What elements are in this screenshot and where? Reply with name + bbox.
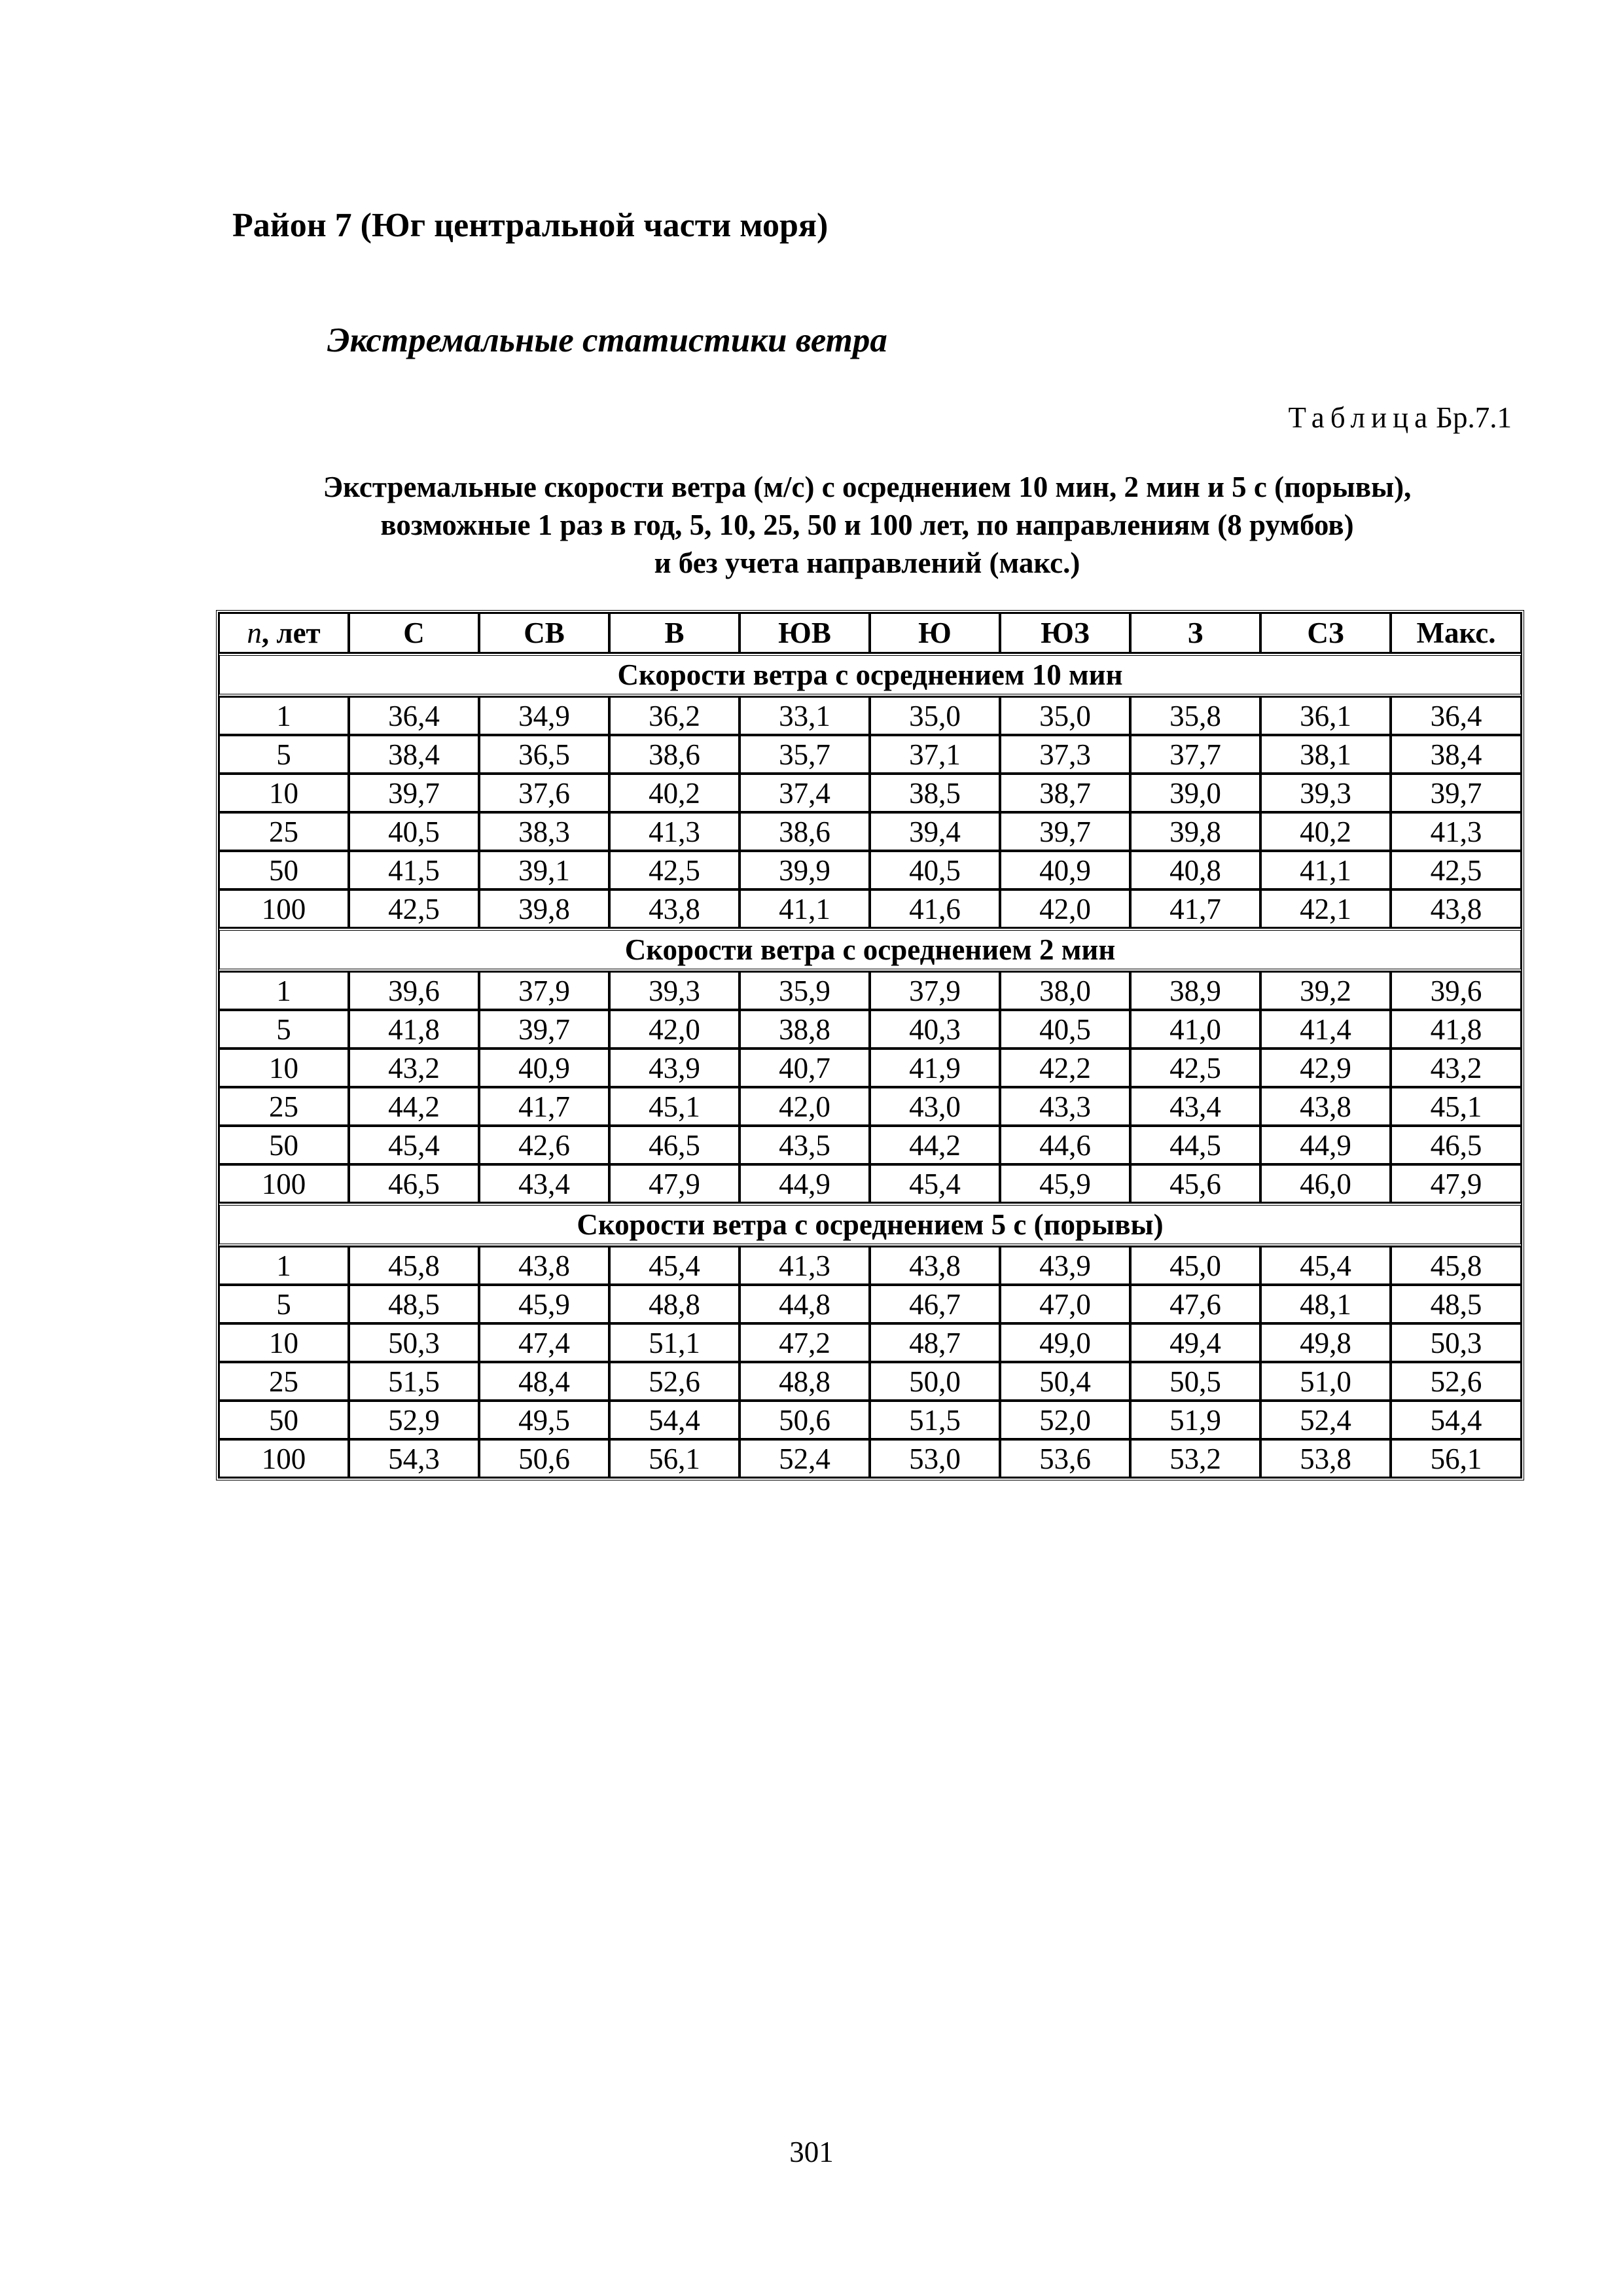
wind-speed-cell: 50,0: [870, 1362, 1000, 1401]
wind-speed-cell: 43,0: [870, 1087, 1000, 1126]
table-row: [219, 971, 1522, 1010]
wind-speed-cell: 41,0: [1130, 1010, 1260, 1049]
wind-speed-cell: 38,6: [609, 735, 740, 774]
wind-speed-cell: 56,1: [1391, 1439, 1522, 1478]
wind-speed-cell: 36,4: [1391, 696, 1522, 735]
wind-speed-cell: 42,0: [609, 1010, 740, 1049]
wind-speed-cell: 53,0: [870, 1439, 1000, 1478]
wind-speed-cell: 47,9: [1391, 1164, 1522, 1203]
wind-speed-cell: 48,5: [349, 1285, 479, 1323]
wind-speed-cell: 41,6: [870, 889, 1000, 928]
wind-speed-cell: 37,7: [1130, 735, 1260, 774]
wind-speed-cell: 36,2: [609, 696, 740, 735]
wind-speed-cell: 39,7: [479, 1010, 609, 1049]
wind-speed-cell: 38,4: [1391, 735, 1522, 774]
wind-speed-cell: 40,2: [609, 774, 740, 812]
wind-speed-cell: 37,9: [870, 971, 1000, 1010]
wind-speed-cell: 51,9: [1130, 1401, 1260, 1439]
wind-speed-cell: 36,1: [1260, 696, 1391, 735]
column-header-s-direction: Ю: [870, 613, 1000, 653]
wind-speed-cell: 40,5: [870, 851, 1000, 889]
wind-speed-cell: 49,5: [479, 1401, 609, 1439]
table-body: [219, 653, 1522, 1478]
wind-speed-cell: 39,4: [870, 812, 1000, 851]
wind-speed-cell: 45,8: [349, 1246, 479, 1285]
wind-speed-cell: 45,0: [1130, 1246, 1260, 1285]
wind-speed-cell: 49,8: [1260, 1323, 1391, 1362]
wind-speed-cell: 40,5: [1000, 1010, 1130, 1049]
return-period-cell: 50: [219, 1401, 349, 1439]
wind-speed-cell: 43,2: [349, 1049, 479, 1087]
wind-speed-cell: 44,5: [1130, 1126, 1260, 1164]
wind-speed-cell: 41,1: [740, 889, 870, 928]
table-row: [219, 1087, 1522, 1126]
return-period-cell: 1: [219, 696, 349, 735]
subsection-heading: Экстремальные статистики ветра: [327, 321, 887, 359]
wind-speed-cell: 39,2: [1260, 971, 1391, 1010]
wind-speed-cell: 45,4: [870, 1164, 1000, 1203]
wind-speed-cell: 39,7: [1000, 812, 1130, 851]
wind-speed-cell: 46,0: [1260, 1164, 1391, 1203]
wind-speed-cell: 47,2: [740, 1323, 870, 1362]
wind-speed-cell: 35,9: [740, 971, 870, 1010]
table-header-row: [219, 613, 1522, 653]
section-title: Скорости ветра с осреднением 2 мин: [219, 928, 1522, 971]
table-row: [219, 889, 1522, 928]
wind-speed-cell: 45,8: [1391, 1246, 1522, 1285]
wind-speed-cell: 37,4: [740, 774, 870, 812]
section-title: Скорости ветра с осреднением 10 мин: [219, 653, 1522, 696]
wind-speed-cell: 39,3: [609, 971, 740, 1010]
section-header-row: [219, 1203, 1522, 1246]
wind-speed-cell: 48,1: [1260, 1285, 1391, 1323]
wind-speed-cell: 42,0: [1000, 889, 1130, 928]
section-header-row: [219, 653, 1522, 696]
wind-speed-cell: 39,9: [740, 851, 870, 889]
wind-speed-cell: 53,8: [1260, 1439, 1391, 1478]
wind-speed-cell: 46,7: [870, 1285, 1000, 1323]
wind-speed-cell: 41,9: [870, 1049, 1000, 1087]
table-row: [219, 1362, 1522, 1401]
wind-speed-cell: 45,6: [1130, 1164, 1260, 1203]
wind-speed-cell: 48,7: [870, 1323, 1000, 1362]
wind-speed-cell: 48,4: [479, 1362, 609, 1401]
wind-speed-cell: 53,6: [1000, 1439, 1130, 1478]
wind-speed-cell: 44,9: [1260, 1126, 1391, 1164]
wind-speed-cell: 50,6: [740, 1401, 870, 1439]
section-title: Скорости ветра с осреднением 5 с (порывы): [219, 1203, 1522, 1246]
return-period-cell: 100: [219, 1164, 349, 1203]
column-header-n: n, лет: [219, 613, 349, 653]
wind-speed-cell: 42,9: [1260, 1049, 1391, 1087]
wind-speed-cell: 35,8: [1130, 696, 1260, 735]
wind-speed-cell: 38,8: [740, 1010, 870, 1049]
table-row: [219, 1401, 1522, 1439]
wind-speed-cell: 52,6: [609, 1362, 740, 1401]
wind-speed-cell: 51,1: [609, 1323, 740, 1362]
return-period-cell: 5: [219, 735, 349, 774]
return-period-cell: 10: [219, 774, 349, 812]
wind-speed-cell: 39,6: [349, 971, 479, 1010]
wind-speed-cell: 42,5: [609, 851, 740, 889]
wind-speed-cell: 38,4: [349, 735, 479, 774]
table-row: [219, 1323, 1522, 1362]
return-period-cell: 25: [219, 1362, 349, 1401]
wind-speed-cell: 45,1: [609, 1087, 740, 1126]
wind-speed-cell: 35,0: [1000, 696, 1130, 735]
table-row: [219, 1010, 1522, 1049]
wind-speed-cell: 33,1: [740, 696, 870, 735]
table-label-id: Бр.7.1: [1436, 401, 1512, 434]
wind-speed-cell: 40,9: [1000, 851, 1130, 889]
wind-speed-cell: 39,8: [1130, 812, 1260, 851]
wind-speed-cell: 43,4: [1130, 1087, 1260, 1126]
wind-speed-cell: 49,0: [1000, 1323, 1130, 1362]
wind-speed-cell: 34,9: [479, 696, 609, 735]
wind-speed-cell: 43,4: [479, 1164, 609, 1203]
wind-speed-cell: 41,3: [740, 1246, 870, 1285]
wind-speed-cell: 46,5: [349, 1164, 479, 1203]
wind-speed-cell: 41,1: [1260, 851, 1391, 889]
wind-speed-cell: 41,3: [609, 812, 740, 851]
wind-speed-cell: 42,0: [740, 1087, 870, 1126]
wind-speed-cell: 38,5: [870, 774, 1000, 812]
table-row: [219, 812, 1522, 851]
wind-speed-cell: 35,0: [870, 696, 1000, 735]
wind-speed-cell: 38,1: [1260, 735, 1391, 774]
wind-speed-cell: 42,1: [1260, 889, 1391, 928]
wind-speed-cell: 42,2: [1000, 1049, 1130, 1087]
wind-speed-cell: 38,7: [1000, 774, 1130, 812]
wind-speed-cell: 35,7: [740, 735, 870, 774]
wind-speed-cell: 45,9: [479, 1285, 609, 1323]
wind-speed-cell: 51,5: [870, 1401, 1000, 1439]
wind-speed-table: [216, 610, 1524, 1480]
return-period-cell: 25: [219, 1087, 349, 1126]
wind-speed-cell: 52,4: [740, 1439, 870, 1478]
wind-speed-cell: 37,9: [479, 971, 609, 1010]
wind-speed-cell: 39,0: [1130, 774, 1260, 812]
wind-speed-cell: 45,1: [1391, 1087, 1522, 1126]
wind-speed-cell: 52,9: [349, 1401, 479, 1439]
wind-speed-cell: 44,8: [740, 1285, 870, 1323]
wind-speed-cell: 37,3: [1000, 735, 1130, 774]
wind-speed-cell: 40,5: [349, 812, 479, 851]
table-row: [219, 774, 1522, 812]
wind-speed-cell: 43,8: [1260, 1087, 1391, 1126]
wind-speed-cell: 37,1: [870, 735, 1000, 774]
return-period-cell: 5: [219, 1010, 349, 1049]
caption-line: и без учета направлений (макс.): [654, 547, 1080, 579]
column-header-e-direction: В: [609, 613, 740, 653]
wind-speed-cell: 41,3: [1391, 812, 1522, 851]
return-period-cell: 10: [219, 1323, 349, 1362]
wind-speed-cell: 48,5: [1391, 1285, 1522, 1323]
table-row: [219, 1164, 1522, 1203]
wind-speed-cell: 45,4: [1260, 1246, 1391, 1285]
wind-speed-cell: 43,9: [1000, 1246, 1130, 1285]
wind-speed-cell: 38,6: [740, 812, 870, 851]
wind-speed-cell: 46,5: [1391, 1126, 1522, 1164]
wind-speed-cell: 43,2: [1391, 1049, 1522, 1087]
section-header-row: [219, 928, 1522, 971]
table-row: [219, 1246, 1522, 1285]
wind-speed-cell: 52,0: [1000, 1401, 1130, 1439]
wind-speed-cell: 53,2: [1130, 1439, 1260, 1478]
wind-speed-cell: 41,5: [349, 851, 479, 889]
wind-speed-cell: 50,5: [1130, 1362, 1260, 1401]
table-row: [219, 1049, 1522, 1087]
wind-speed-cell: 54,4: [609, 1401, 740, 1439]
wind-speed-cell: 41,4: [1260, 1010, 1391, 1049]
wind-speed-cell: 43,5: [740, 1126, 870, 1164]
wind-speed-cell: 50,3: [349, 1323, 479, 1362]
wind-speed-cell: 44,2: [349, 1087, 479, 1126]
column-header-se-direction: ЮВ: [740, 613, 870, 653]
wind-speed-cell: 41,8: [1391, 1010, 1522, 1049]
wind-speed-cell: 42,5: [1130, 1049, 1260, 1087]
wind-speed-cell: 40,2: [1260, 812, 1391, 851]
wind-speed-cell: 39,6: [1391, 971, 1522, 1010]
wind-speed-cell: 42,5: [349, 889, 479, 928]
column-header-n-direction: С: [349, 613, 479, 653]
wind-speed-cell: 45,4: [349, 1126, 479, 1164]
page-number: 301: [789, 2136, 834, 2168]
wind-speed-cell: 39,7: [349, 774, 479, 812]
table-label: [1288, 401, 1512, 435]
section-heading: Район 7 (Юг центральной части моря): [232, 207, 829, 244]
return-period-cell: 1: [219, 1246, 349, 1285]
table-row: [219, 696, 1522, 735]
wind-speed-cell: 50,6: [479, 1439, 609, 1478]
wind-speed-cell: 43,8: [609, 889, 740, 928]
wind-speed-cell: 54,4: [1391, 1401, 1522, 1439]
wind-speed-cell: 39,8: [479, 889, 609, 928]
return-period-cell: 1: [219, 971, 349, 1010]
wind-speed-cell: 39,7: [1391, 774, 1522, 812]
return-period-cell: 100: [219, 1439, 349, 1478]
column-header-sw-direction: ЮЗ: [1000, 613, 1130, 653]
wind-speed-cell: 41,7: [1130, 889, 1260, 928]
wind-speed-cell: 44,2: [870, 1126, 1000, 1164]
wind-speed-cell: 50,3: [1391, 1323, 1522, 1362]
caption-line: возможные 1 раз в год, 5, 10, 25, 50 и 100 лет, по направлениям (8 румбов): [380, 509, 1354, 541]
wind-speed-cell: 54,3: [349, 1439, 479, 1478]
wind-speed-cell: 50,4: [1000, 1362, 1130, 1401]
column-header-max: Макс.: [1391, 613, 1522, 653]
wind-speed-cell: 37,6: [479, 774, 609, 812]
table-row: [219, 851, 1522, 889]
wind-speed-cell: 39,1: [479, 851, 609, 889]
wind-speed-cell: 43,8: [870, 1246, 1000, 1285]
wind-speed-cell: 40,7: [740, 1049, 870, 1087]
table-label-word: Таблица: [1288, 401, 1434, 434]
wind-speed-cell: 44,9: [740, 1164, 870, 1203]
wind-speed-cell: 44,6: [1000, 1126, 1130, 1164]
wind-speed-cell: 42,5: [1391, 851, 1522, 889]
wind-speed-cell: 45,9: [1000, 1164, 1130, 1203]
wind-speed-cell: 36,5: [479, 735, 609, 774]
wind-speed-cell: 36,4: [349, 696, 479, 735]
wind-speed-cell: 43,8: [1391, 889, 1522, 928]
wind-speed-cell: 49,4: [1130, 1323, 1260, 1362]
return-period-cell: 5: [219, 1285, 349, 1323]
wind-speed-cell: 52,6: [1391, 1362, 1522, 1401]
wind-speed-cell: 47,6: [1130, 1285, 1260, 1323]
caption-line: Экстремальные скорости ветра (м/с) с осреднением 10 мин, 2 мин и 5 с (порывы),: [323, 471, 1412, 503]
wind-speed-cell: 45,4: [609, 1246, 740, 1285]
return-period-cell: 25: [219, 812, 349, 851]
wind-speed-cell: 43,3: [1000, 1087, 1130, 1126]
wind-speed-cell: 39,3: [1260, 774, 1391, 812]
wind-speed-cell: 41,7: [479, 1087, 609, 1126]
wind-speed-cell: 47,0: [1000, 1285, 1130, 1323]
wind-speed-cell: 41,8: [349, 1010, 479, 1049]
wind-speed-cell: 42,6: [479, 1126, 609, 1164]
wind-speed-cell: 43,8: [479, 1246, 609, 1285]
table-row: [219, 735, 1522, 774]
wind-speed-cell: 51,5: [349, 1362, 479, 1401]
wind-speed-cell: 43,9: [609, 1049, 740, 1087]
wind-speed-cell: 51,0: [1260, 1362, 1391, 1401]
wind-speed-cell: 48,8: [740, 1362, 870, 1401]
table-caption: [216, 468, 1518, 582]
wind-speed-cell: 46,5: [609, 1126, 740, 1164]
wind-speed-cell: 40,8: [1130, 851, 1260, 889]
column-header-w-direction: З: [1130, 613, 1260, 653]
wind-speed-cell: 56,1: [609, 1439, 740, 1478]
return-period-cell: 10: [219, 1049, 349, 1087]
table-row: [219, 1126, 1522, 1164]
wind-speed-cell: 47,9: [609, 1164, 740, 1203]
wind-speed-cell: 38,9: [1130, 971, 1260, 1010]
table-row: [219, 1439, 1522, 1478]
wind-speed-cell: 38,3: [479, 812, 609, 851]
return-period-cell: 50: [219, 1126, 349, 1164]
table-row: [219, 1285, 1522, 1323]
wind-speed-cell: 52,4: [1260, 1401, 1391, 1439]
wind-speed-cell: 47,4: [479, 1323, 609, 1362]
return-period-cell: 50: [219, 851, 349, 889]
wind-speed-cell: 40,3: [870, 1010, 1000, 1049]
column-header-nw-direction: СЗ: [1260, 613, 1391, 653]
return-period-cell: 100: [219, 889, 349, 928]
column-header-ne-direction: СВ: [479, 613, 609, 653]
wind-speed-cell: 40,9: [479, 1049, 609, 1087]
wind-speed-cell: 38,0: [1000, 971, 1130, 1010]
wind-speed-cell: 48,8: [609, 1285, 740, 1323]
